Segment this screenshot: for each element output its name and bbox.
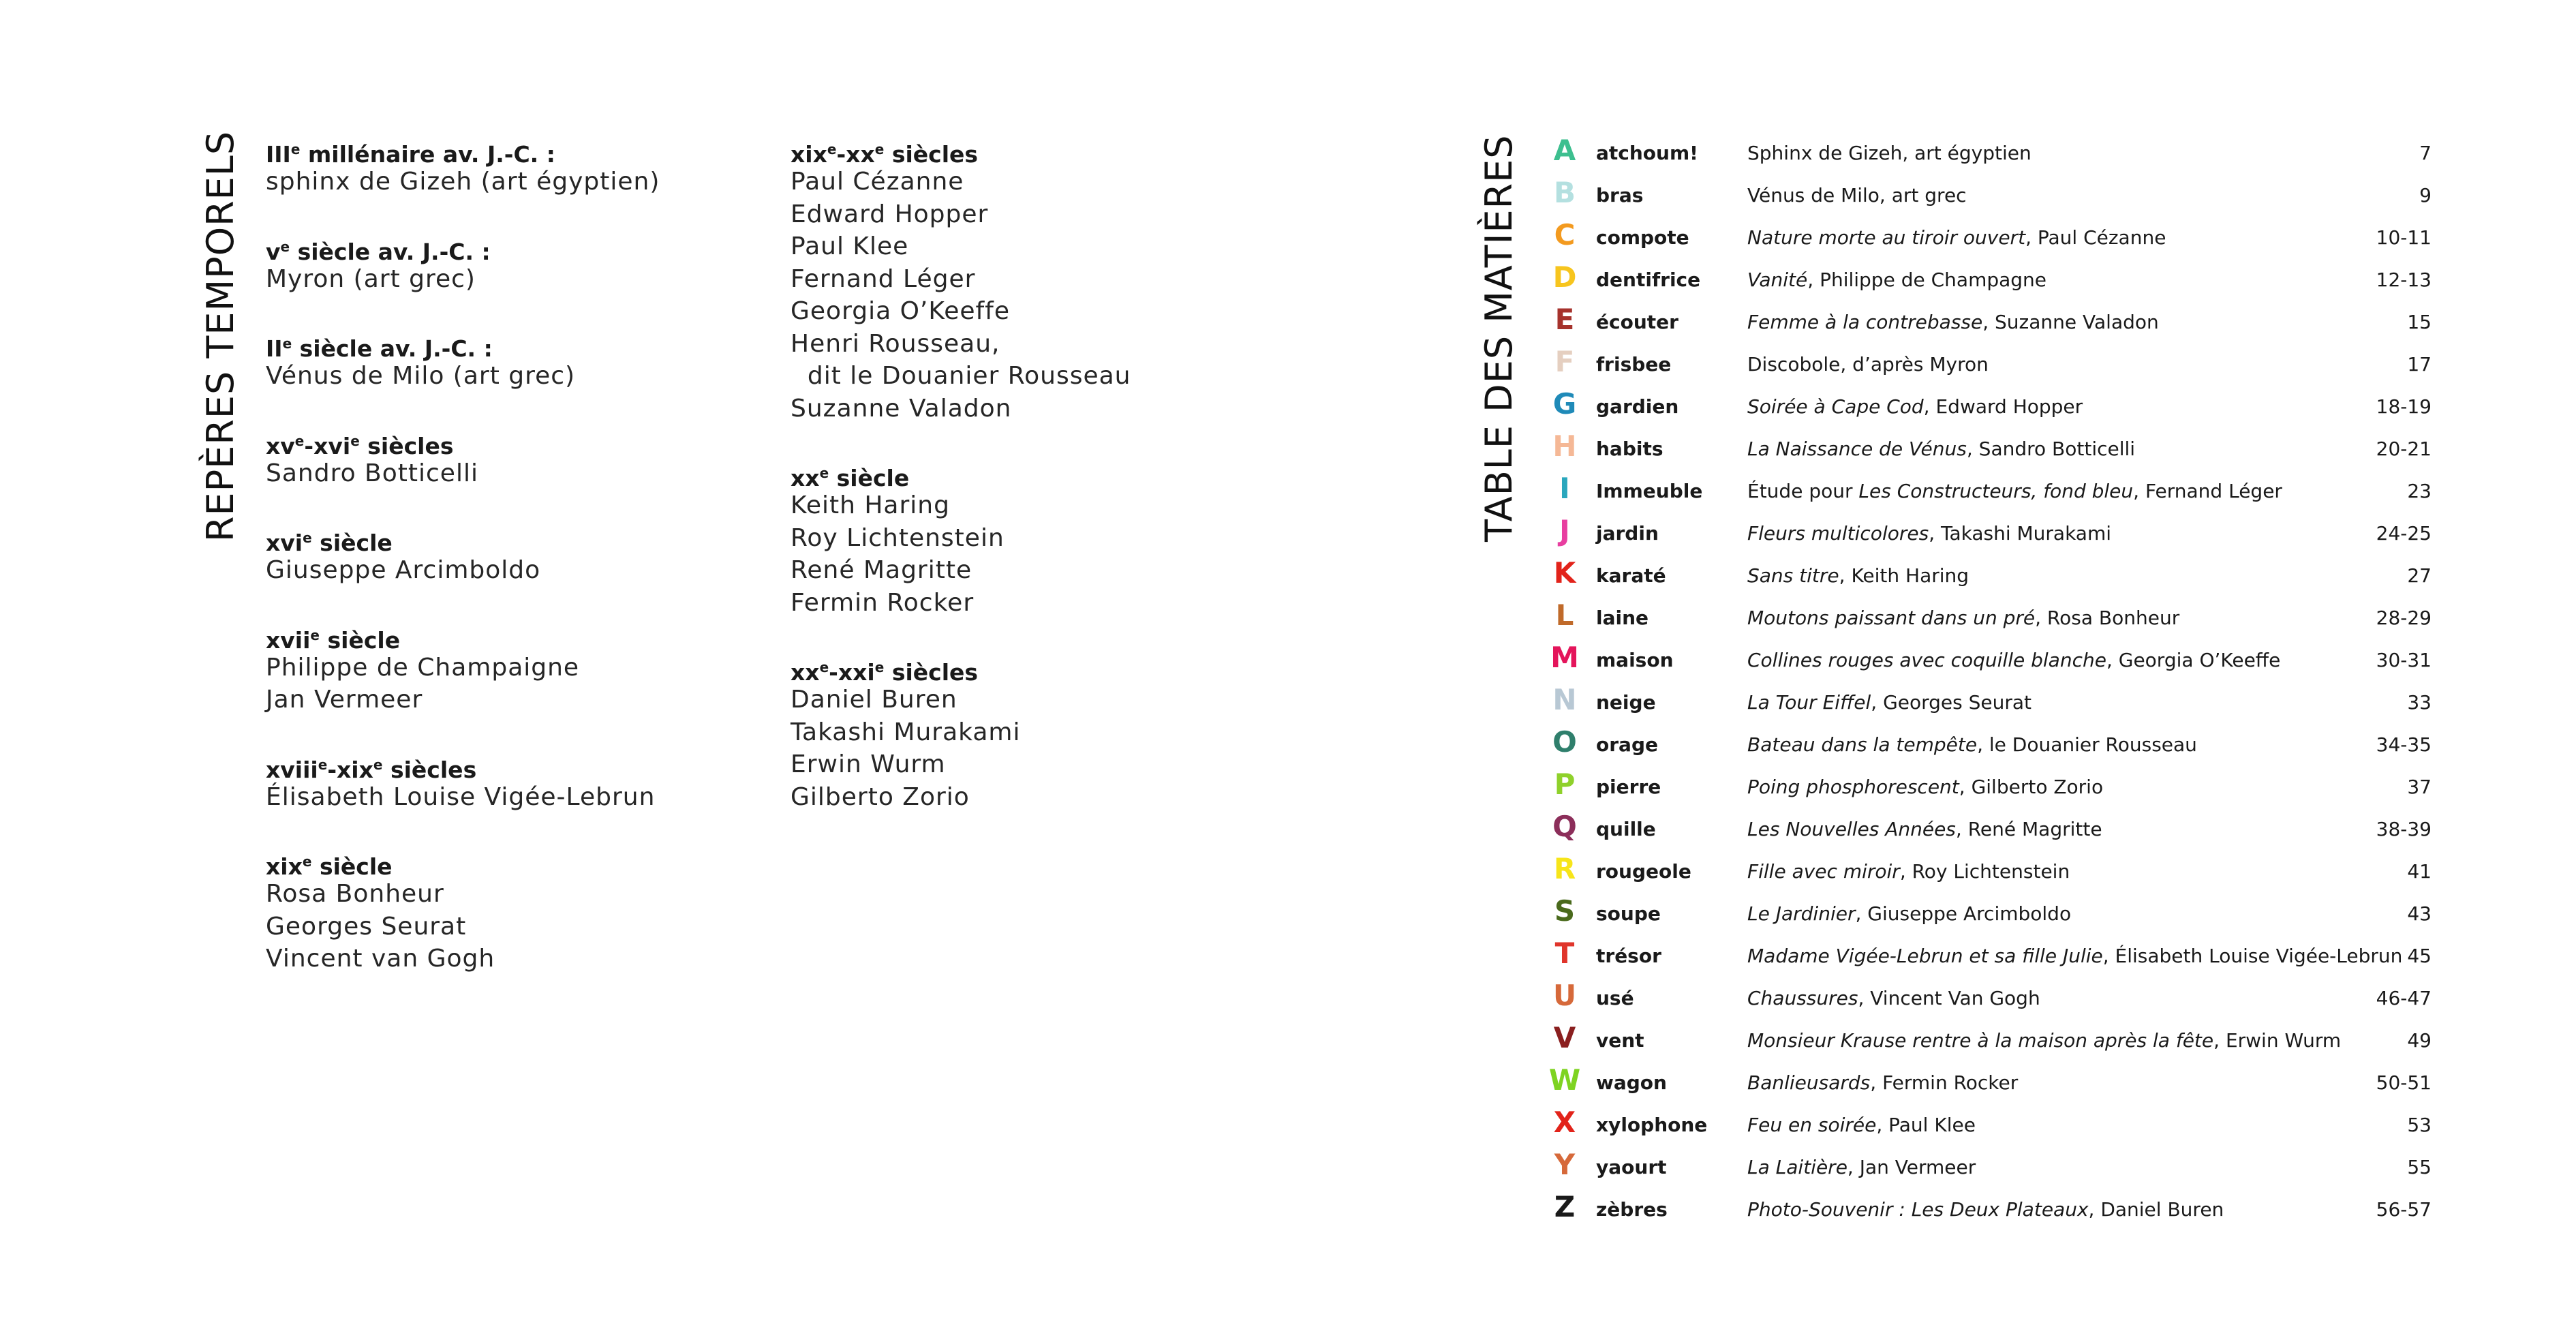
century-suffix: e bbox=[874, 659, 885, 675]
artwork-artist: , Fermin Rocker bbox=[1870, 1071, 2019, 1094]
toc-row bbox=[1546, 894, 2432, 936]
toc-word: maison bbox=[1596, 649, 1674, 671]
toc-letter: R bbox=[1553, 852, 1576, 885]
artwork-title: Madame Vigée-Lebrun et sa fille Julie bbox=[1747, 945, 2103, 967]
century-suffix: e bbox=[280, 238, 290, 255]
artwork-artist: , Daniel Buren bbox=[2088, 1198, 2224, 1221]
toc-row bbox=[1546, 514, 2432, 556]
toc-letter: B bbox=[1553, 176, 1576, 209]
toc-letter: K bbox=[1553, 556, 1576, 590]
table-of-contents bbox=[1546, 134, 2432, 1232]
artist-name: Élisabeth Louise Vigée-Lebrun bbox=[266, 782, 656, 811]
period-heading bbox=[791, 651, 1308, 684]
toc-letter: J bbox=[1559, 514, 1570, 547]
century-numeral: -xxi bbox=[829, 659, 875, 686]
artwork-artist: , Giuseppe Arcimboldo bbox=[1855, 902, 2072, 925]
artist-name: Giuseppe Arcimboldo bbox=[266, 556, 541, 584]
toc-artwork bbox=[1747, 142, 2031, 165]
toc-page-number: 24-25 bbox=[2376, 522, 2432, 545]
century-numeral: III bbox=[266, 141, 291, 168]
artist-name: Roy Lichtenstein bbox=[791, 523, 1005, 552]
toc-row bbox=[1546, 218, 2432, 260]
century-suffix: e bbox=[819, 465, 829, 481]
artwork-title: Bateau dans la tempête bbox=[1747, 733, 1978, 756]
toc-page-number: 55 bbox=[2407, 1156, 2432, 1178]
artist-name: Daniel Buren bbox=[791, 686, 957, 714]
toc-row bbox=[1546, 1063, 2432, 1105]
century-numeral: xvii bbox=[266, 626, 311, 654]
century-numeral: -xx bbox=[836, 141, 875, 168]
toc-page-number: 28-29 bbox=[2376, 607, 2432, 629]
toc-letter: W bbox=[1548, 1063, 1581, 1097]
toc-letter: T bbox=[1554, 936, 1575, 970]
toc-row bbox=[1546, 303, 2432, 345]
toc-page-number: 46-47 bbox=[2376, 987, 2432, 1009]
period-label: siècle av. J.-C. : bbox=[290, 238, 491, 265]
toc-row bbox=[1546, 767, 2432, 810]
toc-page-number: 34-35 bbox=[2376, 733, 2432, 756]
toc-letter: X bbox=[1553, 1105, 1576, 1139]
toc-page-number: 30-31 bbox=[2376, 649, 2432, 671]
toc-row bbox=[1546, 683, 2432, 725]
period-label: millénaire av. J.-C. : bbox=[300, 141, 555, 168]
artist-name: Fermin Rocker bbox=[791, 588, 975, 617]
toc-artwork bbox=[1747, 1071, 2018, 1095]
artwork-artist: , Georges Seurat bbox=[1871, 691, 2032, 714]
toc-letter: I bbox=[1559, 472, 1570, 505]
period-label: siècle bbox=[311, 530, 393, 556]
artwork-title: Le Jardinier bbox=[1747, 902, 1856, 925]
artwork-title: Poing phosphorescent bbox=[1747, 776, 1959, 798]
toc-word: laine bbox=[1596, 607, 1649, 629]
artist-name: Henri Rousseau, bbox=[791, 329, 1000, 358]
toc-letter: H bbox=[1552, 429, 1577, 463]
toc-row bbox=[1546, 1190, 2432, 1232]
toc-row bbox=[1546, 725, 2432, 767]
artwork-artist: , René Magritte bbox=[1955, 818, 2102, 840]
artwork-title: Photo-Souvenir : Les Deux Plateaux bbox=[1747, 1198, 2089, 1221]
toc-artwork bbox=[1747, 226, 2166, 249]
artwork-artist: , Paul Cézanne bbox=[2025, 226, 2166, 249]
artwork-title: Femme à la contrebasse bbox=[1747, 311, 1983, 333]
period-heading bbox=[266, 133, 784, 166]
artist-name: Suzanne Valadon bbox=[791, 394, 1012, 423]
toc-artwork bbox=[1747, 353, 1989, 376]
century-numeral: -xvi bbox=[304, 432, 351, 459]
artwork-title: Les Nouvelles Années bbox=[1747, 818, 1956, 840]
period-block bbox=[791, 133, 1308, 425]
toc-row bbox=[1546, 1105, 2432, 1148]
artist-name: Paul Cézanne bbox=[791, 168, 964, 196]
toc-page-number: 53 bbox=[2407, 1114, 2432, 1136]
toc-artwork bbox=[1747, 1029, 2341, 1052]
period-heading bbox=[266, 619, 784, 652]
artwork-artist: , Paul Klee bbox=[1876, 1114, 1976, 1136]
toc-letter: V bbox=[1553, 1021, 1576, 1054]
artwork-artist: Sphinx de Gizeh, art égyptien bbox=[1747, 142, 2031, 164]
toc-page-number: 45 bbox=[2407, 945, 2432, 967]
artwork-title: Banlieusards bbox=[1747, 1071, 1871, 1094]
period-block bbox=[791, 457, 1308, 619]
period-label: siècles bbox=[382, 756, 477, 783]
toc-row bbox=[1546, 1021, 2432, 1063]
toc-row bbox=[1546, 556, 2432, 598]
century-suffix: e bbox=[373, 756, 383, 773]
period-heading bbox=[791, 133, 1308, 166]
toc-artwork bbox=[1747, 607, 2179, 630]
toc-page-number: 17 bbox=[2407, 353, 2432, 376]
toc-artwork bbox=[1747, 438, 2135, 461]
artist-name: Paul Klee bbox=[791, 232, 909, 260]
artwork-artist: Discobole, d’après Myron bbox=[1747, 353, 1989, 376]
century-suffix: e bbox=[282, 335, 292, 352]
toc-row bbox=[1546, 641, 2432, 683]
artist-name: Gilberto Zorio bbox=[791, 782, 970, 811]
artwork-title: Fleurs multicolores bbox=[1747, 522, 1929, 545]
toc-page-number: 37 bbox=[2407, 776, 2432, 798]
toc-artwork bbox=[1747, 776, 2103, 799]
toc-artwork bbox=[1747, 522, 2111, 545]
toc-row bbox=[1546, 852, 2432, 894]
century-numeral: -xix bbox=[327, 756, 373, 783]
period-block bbox=[266, 133, 784, 198]
toc-word: soupe bbox=[1596, 902, 1661, 925]
period-block bbox=[266, 521, 784, 587]
toc-page-number: 56-57 bbox=[2376, 1198, 2432, 1221]
timeline-column-2 bbox=[791, 133, 1308, 845]
artist-name: sphinx de Gizeh (art égyptien) bbox=[266, 168, 660, 196]
artwork-artist: , Erwin Wurm bbox=[2213, 1029, 2342, 1052]
period-label: siècle bbox=[320, 626, 401, 654]
toc-word: bras bbox=[1596, 184, 1644, 207]
toc-row bbox=[1546, 810, 2432, 852]
period-label: siècle bbox=[829, 465, 910, 491]
timeline-title: REPÈRES TEMPORELS bbox=[199, 130, 242, 542]
toc-page-number: 27 bbox=[2407, 564, 2432, 587]
toc-page-number: 10-11 bbox=[2376, 226, 2432, 249]
artwork-artist: , Philippe de Champagne bbox=[1807, 269, 2047, 291]
artist-name: Jan Vermeer bbox=[266, 686, 423, 714]
toc-row bbox=[1546, 134, 2432, 176]
artist-name: Takashi Murakami bbox=[791, 718, 1021, 746]
toc-word: habits bbox=[1596, 438, 1663, 460]
artwork-title: Soirée à Cape Cod bbox=[1747, 395, 1924, 418]
toc-row bbox=[1546, 387, 2432, 429]
toc-letter: Z bbox=[1554, 1190, 1576, 1223]
toc-word: karaté bbox=[1596, 564, 1666, 587]
artist-name: René Magritte bbox=[791, 556, 972, 584]
toc-artwork bbox=[1747, 395, 2083, 418]
toc-row bbox=[1546, 429, 2432, 472]
period-label: siècles bbox=[359, 432, 454, 459]
toc-page-number: 18-19 bbox=[2376, 395, 2432, 418]
artwork-title: Fille avec miroir bbox=[1747, 860, 1900, 883]
artist-name: Vénus de Milo (art grec) bbox=[266, 362, 576, 390]
toc-word: yaourt bbox=[1596, 1156, 1667, 1178]
toc-artwork bbox=[1747, 480, 2282, 503]
artwork-artist: , Vincent Van Gogh bbox=[1858, 987, 2040, 1009]
period-label: siècle av. J.-C. : bbox=[292, 335, 493, 362]
toc-artwork bbox=[1747, 691, 2031, 714]
toc-artwork bbox=[1747, 902, 2071, 926]
toc-page-number: 7 bbox=[2419, 142, 2432, 164]
artwork-artist: , Georgia O’Keeffe bbox=[2106, 649, 2281, 671]
artwork-artist: , Takashi Murakami bbox=[1929, 522, 2112, 545]
century-suffix: e bbox=[290, 141, 301, 157]
toc-word: jardin bbox=[1596, 522, 1659, 545]
artwork-title: Collines rouges avec coquille blanche bbox=[1747, 649, 2106, 671]
toc-page-number: 50-51 bbox=[2376, 1071, 2432, 1094]
century-numeral: v bbox=[266, 238, 281, 265]
toc-word: rougeole bbox=[1596, 860, 1691, 883]
century-numeral: xix bbox=[791, 141, 827, 168]
toc-letter: E bbox=[1554, 303, 1575, 336]
toc-letter: N bbox=[1552, 683, 1577, 716]
toc-letter: U bbox=[1552, 979, 1577, 1012]
toc-artwork bbox=[1747, 564, 1969, 588]
century-numeral: xix bbox=[266, 853, 303, 880]
toc-page-number: 23 bbox=[2407, 480, 2432, 502]
toc-artwork bbox=[1747, 1114, 1976, 1137]
toc-artwork bbox=[1747, 1156, 1976, 1179]
toc-page-number: 12-13 bbox=[2376, 269, 2432, 291]
artwork-title: Nature morte au tiroir ouvert bbox=[1747, 226, 2026, 249]
toc-artwork bbox=[1747, 945, 2402, 968]
toc-word: usé bbox=[1596, 987, 1634, 1009]
toc-word: zèbres bbox=[1596, 1198, 1668, 1221]
artwork-artist: , Roy Lichtenstein bbox=[1899, 860, 2070, 883]
toc-row bbox=[1546, 1148, 2432, 1190]
toc-letter: O bbox=[1552, 725, 1577, 759]
century-suffix: e bbox=[294, 432, 305, 449]
century-numeral: xvi bbox=[266, 530, 303, 556]
century-numeral: xx bbox=[791, 659, 820, 686]
artist-name: Erwin Wurm bbox=[791, 750, 946, 778]
artist-name: Myron (art grec) bbox=[266, 264, 476, 293]
toc-word: quille bbox=[1596, 818, 1656, 840]
toc-artwork bbox=[1747, 1198, 2224, 1221]
artist-name: Fernand Léger bbox=[791, 264, 976, 293]
century-suffix: e bbox=[350, 432, 360, 449]
toc-word: atchoum! bbox=[1596, 142, 1698, 164]
period-heading bbox=[266, 845, 784, 878]
period-block bbox=[266, 619, 784, 716]
artist-name: Rosa Bonheur bbox=[266, 880, 444, 908]
artist-name: Georges Seurat bbox=[266, 912, 467, 941]
toc-letter: M bbox=[1550, 641, 1579, 674]
period-heading bbox=[266, 521, 784, 554]
artwork-title: La Laitière bbox=[1747, 1156, 1847, 1178]
artist-name: Sandro Botticelli bbox=[266, 459, 478, 487]
artwork-artist: , Élisabeth Louise Vigée-Lebrun bbox=[2102, 945, 2403, 967]
toc-page-number: 43 bbox=[2407, 902, 2432, 925]
toc-letter: P bbox=[1554, 767, 1576, 801]
toc-word: compote bbox=[1596, 226, 1689, 249]
period-block bbox=[266, 327, 784, 393]
artwork-title: Vanité bbox=[1747, 269, 1808, 291]
artwork-title: Moutons paissant dans un pré bbox=[1747, 607, 2036, 629]
toc-word: trésor bbox=[1596, 945, 1661, 967]
artwork-title: La Tour Eiffel bbox=[1747, 691, 1871, 714]
toc-word: écouter bbox=[1596, 311, 1678, 333]
toc-row bbox=[1546, 598, 2432, 641]
artwork-title: Les Constructeurs, fond bleu bbox=[1858, 480, 2134, 502]
artwork-artist: , Jan Vermeer bbox=[1847, 1156, 1976, 1178]
toc-letter: A bbox=[1553, 134, 1576, 167]
toc-word: dentifrice bbox=[1596, 269, 1701, 291]
artwork-artist: , le Douanier Rousseau bbox=[1977, 733, 2197, 756]
toc-letter: F bbox=[1554, 345, 1575, 378]
artwork-artist: , Edward Hopper bbox=[1923, 395, 2083, 418]
century-suffix: e bbox=[819, 659, 829, 675]
toc-artwork bbox=[1747, 987, 2040, 1010]
period-block bbox=[266, 230, 784, 296]
period-heading bbox=[266, 748, 784, 781]
century-suffix: e bbox=[303, 530, 312, 546]
toc-row bbox=[1546, 979, 2432, 1021]
toc-artwork bbox=[1747, 860, 2070, 883]
toc-word: Immeuble bbox=[1596, 480, 1703, 502]
artwork-prefix: Étude pour bbox=[1747, 480, 1859, 502]
toc-word: orage bbox=[1596, 733, 1658, 756]
artist-name: dit le Douanier Rousseau bbox=[791, 362, 1131, 390]
century-suffix: e bbox=[302, 853, 312, 870]
century-numeral: II bbox=[266, 335, 283, 362]
toc-word: vent bbox=[1596, 1029, 1644, 1052]
toc-letter: C bbox=[1554, 218, 1576, 251]
toc-word: xylophone bbox=[1596, 1114, 1708, 1136]
period-label: siècle bbox=[311, 853, 393, 880]
toc-letter: Y bbox=[1554, 1148, 1576, 1181]
toc-artwork bbox=[1747, 733, 2197, 757]
toc-page-number: 9 bbox=[2419, 184, 2432, 207]
toc-page-number: 15 bbox=[2407, 311, 2432, 333]
toc-word: frisbee bbox=[1596, 353, 1672, 376]
toc-row bbox=[1546, 260, 2432, 303]
toc-word: neige bbox=[1596, 691, 1656, 714]
artwork-artist: , Rosa Bonheur bbox=[2035, 607, 2180, 629]
toc-page-number: 49 bbox=[2407, 1029, 2432, 1052]
toc-word: gardien bbox=[1596, 395, 1679, 418]
artist-name: Keith Haring bbox=[791, 491, 950, 519]
toc-row bbox=[1546, 936, 2432, 979]
artwork-title: La Naissance de Vénus bbox=[1747, 438, 1967, 460]
period-label: siècles bbox=[884, 659, 979, 686]
toc-title: TABLE DES MATIÈRES bbox=[1477, 134, 1520, 542]
artwork-artist: , Keith Haring bbox=[1839, 564, 1969, 587]
toc-letter: S bbox=[1554, 894, 1576, 928]
artwork-artist: , Sandro Botticelli bbox=[1966, 438, 2136, 460]
period-block bbox=[791, 651, 1308, 813]
toc-row bbox=[1546, 176, 2432, 218]
artwork-artist: , Gilberto Zorio bbox=[1959, 776, 2104, 798]
artist-name: Vincent van Gogh bbox=[266, 945, 495, 973]
toc-page-number: 41 bbox=[2407, 860, 2432, 883]
period-heading bbox=[266, 327, 784, 360]
artist-name: Philippe de Champaigne bbox=[266, 653, 580, 682]
artwork-title: Chaussures bbox=[1747, 987, 1858, 1009]
toc-artwork bbox=[1747, 269, 2046, 292]
toc-letter: D bbox=[1552, 260, 1577, 294]
toc-row bbox=[1546, 345, 2432, 387]
period-block bbox=[266, 845, 784, 975]
toc-artwork bbox=[1747, 818, 2102, 841]
period-block bbox=[266, 748, 784, 814]
toc-page-number: 20-21 bbox=[2376, 438, 2432, 460]
artist-name: Edward Hopper bbox=[791, 200, 989, 228]
toc-page-number: 38-39 bbox=[2376, 818, 2432, 840]
toc-row bbox=[1546, 472, 2432, 514]
period-heading bbox=[791, 457, 1308, 489]
century-numeral: xviii bbox=[266, 756, 318, 783]
toc-word: pierre bbox=[1596, 776, 1661, 798]
period-heading bbox=[266, 425, 784, 457]
period-heading bbox=[266, 230, 784, 263]
artwork-title: Feu en soirée bbox=[1747, 1114, 1877, 1136]
artwork-artist: , Fernand Léger bbox=[2133, 480, 2282, 502]
artwork-artist: , Suzanne Valadon bbox=[1982, 311, 2159, 333]
artist-name: Georgia O’Keeffe bbox=[791, 297, 1010, 325]
toc-letter: Q bbox=[1552, 810, 1577, 843]
artwork-artist: Vénus de Milo, art grec bbox=[1747, 184, 1967, 207]
toc-artwork bbox=[1747, 184, 1967, 207]
artwork-title: Monsieur Krause rentre à la maison après la fête bbox=[1747, 1029, 2214, 1052]
century-suffix: e bbox=[874, 141, 885, 157]
toc-artwork bbox=[1747, 311, 2159, 334]
toc-page-number: 33 bbox=[2407, 691, 2432, 714]
century-numeral: xv bbox=[266, 432, 295, 459]
period-block bbox=[266, 425, 784, 490]
toc-artwork bbox=[1747, 649, 2280, 672]
century-suffix: e bbox=[318, 756, 328, 773]
period-label: siècles bbox=[884, 141, 979, 168]
timeline-column-1 bbox=[266, 133, 784, 1007]
toc-letter: G bbox=[1552, 387, 1577, 421]
artwork-title: Sans titre bbox=[1747, 564, 1839, 587]
century-numeral: xx bbox=[791, 465, 820, 491]
toc-letter: L bbox=[1555, 598, 1574, 632]
century-suffix: e bbox=[310, 626, 320, 643]
toc-word: wagon bbox=[1596, 1071, 1667, 1094]
century-suffix: e bbox=[827, 141, 837, 157]
